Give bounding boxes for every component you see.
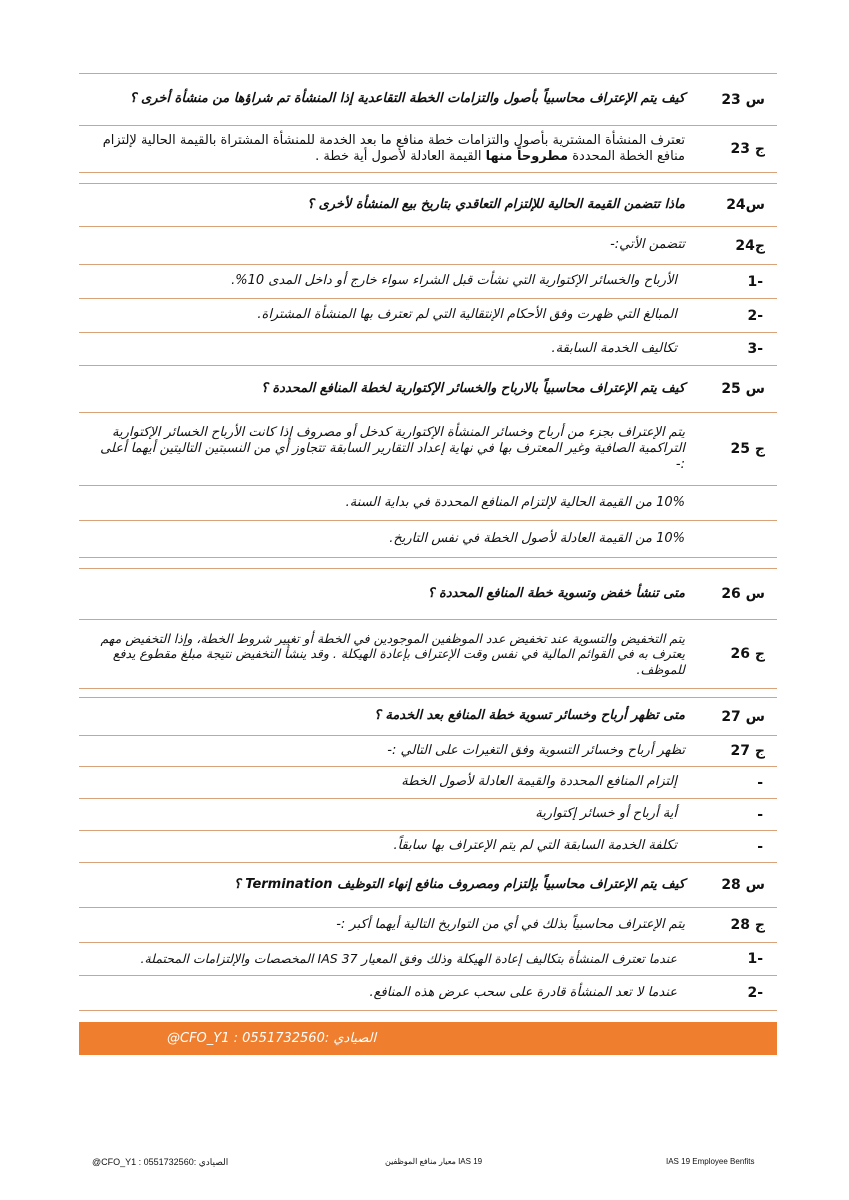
q27-item-3	[79, 831, 777, 862]
q23-answer-part1: تعترف المنشأة المشترية بأصول والتزامات خطة منافع ما بعد الخدمة للمنشأة المشتراة بالقيمة الحالية لإلتزام منافع الخطة المحددة	[102, 132, 685, 164]
q24-answer: تتضمن الأتي:-	[610, 237, 685, 253]
q27-item-2-text: أية أرباح أو خسائر إكتوارية	[535, 806, 677, 822]
q27-answer-label: ج 27	[730, 743, 765, 759]
q26-answer-row	[79, 620, 777, 688]
q23-answer-label: ج 23	[730, 141, 765, 157]
q27-question-row	[79, 698, 777, 736]
q23-question-row	[79, 74, 777, 126]
contact-band	[79, 1022, 777, 1055]
q24-item-1-text: الأرباح والخسائر الإكتوارية التي نشأت قبل الشراء سواء خارج أو داخل المدى 10%.	[231, 273, 677, 289]
q27-block	[79, 697, 777, 863]
q25-item-1-text: 10% من القيمة الحالية لإلتزام المنافع المحددة في بداية السنة.	[345, 494, 685, 510]
q26-block	[79, 568, 777, 689]
q25-item-1	[79, 486, 777, 521]
q24-item-2	[79, 299, 777, 333]
page-footer-middle: معيار منافع الموظفين IAS 19	[385, 1157, 483, 1166]
q24-item-2-text: المبالغ التي ظهرت وفق الأحكام الإنتقالية التي لم تعترف بها المنشأة المشتراة.	[257, 307, 677, 323]
q27-item-2	[79, 799, 777, 831]
q23-answer-bold: مطروحاً منها	[485, 149, 569, 164]
q23-block	[79, 73, 777, 173]
q28-item-2	[79, 976, 777, 1010]
q28-block	[79, 863, 777, 1011]
q27-item-3-text: تكلفة الخدمة السابقة التي لم يتم الإعتراف بها سابقاً.	[393, 838, 677, 854]
q24-label: س24	[726, 197, 765, 213]
q24-item-1-num: -1	[747, 273, 763, 290]
q28-label: س 28	[721, 877, 765, 893]
q24-block	[79, 183, 777, 366]
q26-label: س 26	[721, 586, 765, 602]
q24-question: ماذا تتضمن القيمة الحالية للإلتزام التعاقدي بتاريخ بيع المنشأة لأخرى ؟	[307, 196, 685, 212]
q27-item-1-text: إلتزام المنافع المحددة والقيمة العادلة لأصول الخطة	[401, 774, 677, 790]
contact-band-text: @CFO_Y1 : 0551732560: الصيادي	[167, 1031, 377, 1046]
q25-label: س 25	[721, 381, 765, 397]
q24-item-3	[79, 333, 777, 365]
q27-item-3-num: -	[757, 838, 763, 855]
q28-item-2-text: عندما لا تعد المنشأة قادرة على سحب عرض هذه المنافع.	[369, 984, 677, 1000]
q27-item-2-num: -	[757, 806, 763, 823]
q24-item-2-num: -2	[747, 307, 763, 324]
q27-answer: تظهر أرباح وخسائر التسوية وفق التغيرات على التالي :-	[387, 742, 685, 758]
q23-question: كيف يتم الإعتراف محاسبياً بأصول والتزامات الخطة التقاعدية إذا المنشأة تم شراؤها من منشأة أخرى ؟	[129, 91, 685, 107]
q24-item-3-text: تكاليف الخدمة السابقة.	[551, 340, 677, 356]
q26-answer-label: ج 26	[730, 646, 765, 662]
q25-item-2	[79, 521, 777, 557]
q28-question: كيف يتم الإعتراف محاسبياً بإلتزام ومصروف منافع إنهاء التوظيف Termination ؟	[233, 876, 685, 892]
q26-question: متى تنشأ خفض وتسوية خطة المنافع المحددة ؟	[427, 585, 685, 601]
q23-answer-row	[79, 126, 777, 172]
q24-item-3-num: -3	[747, 341, 763, 357]
q28-item-1	[79, 943, 777, 976]
q28-answer-row	[79, 908, 777, 943]
q25-answer-row	[79, 413, 777, 486]
q24-answer-label: ج24	[735, 237, 765, 254]
q27-answer-row	[79, 736, 777, 767]
q23-answer-part2: القيمة العادلة لأصول أية خطة .	[315, 149, 486, 164]
q28-question-row	[79, 863, 777, 908]
q24-question-row	[79, 184, 777, 227]
q28-answer: يتم الإعتراف محاسبياً بذلك في أي من التواريخ التالية أيهما أكبر :-	[336, 916, 685, 932]
q25-answer: يتم الإعتراف بجزء من أرباح وخسائر المنشأة الإكتوارية كدخل أو مصروف إذا كانت الأرباح الخسائر الإكتوارية التراكمية الصافية وغير المعترف بها في نهاية إعداد التقارير السابقة تتجاوز أي من النسبتين التاليتين أيهما أعلى :-	[100, 424, 685, 473]
q25-item-2-text: 10% من القيمة العادلة لأصول الخطة في نفس التاريخ.	[389, 530, 685, 546]
q27-item-1-num: -	[757, 774, 763, 791]
q25-block	[79, 366, 777, 558]
qa-document	[79, 73, 777, 1011]
q24-answer-row	[79, 227, 777, 265]
q28-item-1-text: عندما تعترف المنشأة بتكاليف إعادة الهيكلة وذلك وفق المعيار IAS 37 المخصصات والإلتزامات المحتملة.	[140, 951, 677, 967]
q25-question-row	[79, 366, 777, 413]
q23-answer	[89, 126, 685, 172]
q25-question: كيف يتم الإعتراف محاسبياً بالارباح والخسائر الإكتوارية لخطة المنافع المحددة ؟	[260, 380, 685, 396]
q28-answer-label: ج 28	[730, 917, 765, 933]
page-footer-left: @CFO_Y1 : 0551732560: الصيادي	[92, 1157, 229, 1167]
q28-item-2-num: -2	[747, 985, 763, 1001]
q27-question: متى تظهر أرباح وخسائر تسوية خطة المنافع بعد الخدمة ؟	[373, 708, 685, 724]
q28-item-1-num: -1	[747, 951, 763, 967]
q27-item-1	[79, 767, 777, 799]
q26-question-row	[79, 569, 777, 620]
q24-item-1	[79, 265, 777, 299]
q25-answer-label: ج 25	[730, 441, 765, 457]
q23-label: س 23	[721, 91, 765, 108]
q26-answer: يتم التخفيض والتسوية عند تخفيض عدد الموظفين الموجودين في الخطة أو تغيير شروط الخطة، وإذا التخفيض مهم يعترف به في القوائم المالية في نفس وقت الإعتراف بإعادة الهيكلة . وقد ينشأ التخفيض نتيجة مبلغ مقطوع يدفع للموظف.	[100, 630, 685, 677]
page-footer-right: IAS 19 Employee Benfits	[666, 1157, 755, 1166]
q27-label: س 27	[721, 708, 765, 725]
